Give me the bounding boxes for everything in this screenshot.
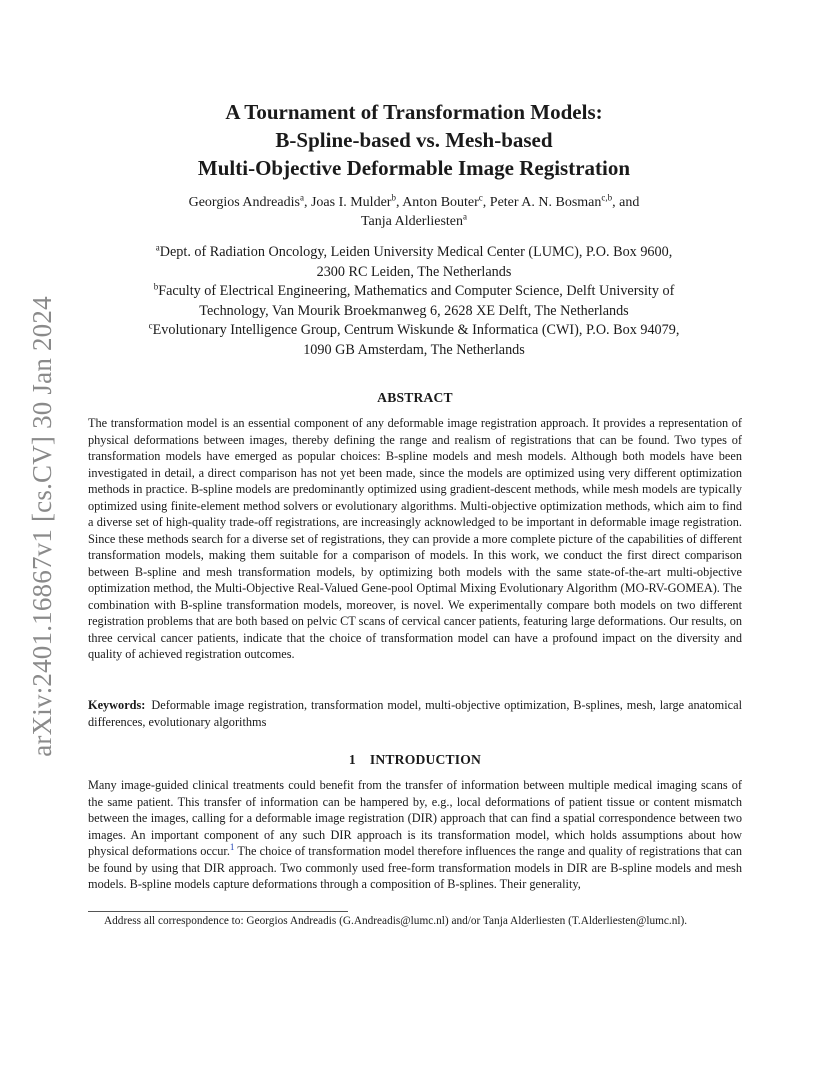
paper-title	[90, 98, 738, 182]
author-name: Tanja Alderliesten	[360, 214, 464, 229]
title-line-1: A Tournament of Transformation Models:	[225, 100, 603, 124]
affiliation-entry	[90, 321, 738, 360]
affiliation-mark: c	[148, 320, 153, 331]
section-title: INTRODUCTION	[369, 752, 482, 767]
arxiv-identifier-text: arXiv:2401.16867v1 [cs.CV] 30 Jan 2024	[26, 295, 57, 757]
affiliation-entry	[90, 282, 738, 321]
author-name: Georgios Andreadis	[188, 195, 300, 210]
affiliation-line: Faculty of Electrical Engineering, Mathematics and Computer Science, Delft University of	[158, 283, 675, 299]
affiliation-line: Technology, Van Mourik Broekmanweg 6, 2628 XE Delft, The Netherlands	[199, 302, 629, 319]
abstract-heading: ABSTRACT	[377, 390, 453, 405]
affiliation-mark: a	[155, 242, 160, 253]
author-conjunction: and	[619, 195, 640, 210]
author-name: Anton Bouter	[402, 195, 479, 210]
author-name: Joas I. Mulder	[310, 195, 392, 210]
citation-link[interactable]: 1	[229, 841, 235, 852]
author-affiliation-mark: a	[463, 211, 468, 222]
affiliation-mark: b	[153, 281, 159, 292]
introduction-text-part-2: The choice of transformation model therefore influences the range and quality of registrations that can be found by using that DIR approach. Two commonly used free-form transformation models in DIR are B-spline models and mesh models. B-spline models capture deformations through a composition of B-splines. Their generality,	[88, 844, 742, 891]
introduction-text-part-1: Many image-guided clinical treatments could benefit from the transfer of information between multiple medical imaging scans of the same patient. This transfer of information can be hampered by, e.g., local deformations of patient tissue or content mismatch between the images, calling for a deformable image registration (DIR) approach that can find a spatial correspondence between two images. An important component of any such DIR approach is its transformation model, which holds assumptions about how physical deformations occur.	[88, 778, 742, 858]
abstract-text: The transformation model is an essential component of any deformable image registration approach. It provides a representation of physical deformations between images, thereby defining the range and realism of registrations that can be found. Two types of transformation models have emerged as popular choices: B-spline models and mesh models. Although both models have been investigated in detail, a direct comparison has not yet been made, since the models are optimized using very different optimization methods in practice. B-spline models are predominantly optimized using gradient-descent methods, while mesh models are typically optimized using finite-element method solvers or evolutionary algorithms. Multi-objective optimization methods, which aim to find a diverse set of high-quality trade-off registrations, are increasingly acknowledged to be important in deformable image registration. Since these methods search for a diverse set of registrations, they can provide a more complete picture of the capabilities of different transformation models, making them suitable for a comparison of models. In this work, we conduct the first direct comparison between B-spline and mesh transformation models, by optimizing both models with the same state-of-the-art multi-objective optimization method, the Multi-Objective Real-Valued Gene-pool Optimal Mixing Evolutionary Algorithm (MO-RV-GOMEA). The combination with B-spline transformation models, moreover, is novel. We experimentally compare both models on two different registration problems that are both based on pelvic CT scans of cervical cancer patients, featuring large deformations. Our results, on three cervical cancer patients, indicate that the choice of transformation model can have a profound impact on the diversity and quality of achieved registration outcomes.	[88, 416, 742, 661]
affiliation-line: 1090 GB Amsterdam, The Netherlands	[303, 341, 525, 358]
title-line-3: Multi-Objective Deformable Image Registration	[197, 156, 631, 180]
affiliation-line: Dept. of Radiation Oncology, Leiden University Medical Center (LUMC), P.O. Box 9600,	[159, 244, 673, 260]
title-line-2: B-Spline-based vs. Mesh-based	[275, 128, 553, 152]
introduction-heading	[88, 752, 742, 768]
author-affiliation-mark: b	[391, 192, 396, 203]
author-list: Georgios Andreadis$^a$, Joas I. Mulder$^b$, Anton Bouter$^c$, Peter A. N. Bosman$^{c,b}$, and Tanja Alderliesten$^a$	[188, 192, 640, 229]
affiliation-list	[90, 243, 738, 360]
affiliation-entry	[90, 243, 738, 282]
keywords-text: Deformable image registration, transformation model, multi-objective optimization, B-splines, mesh, large anatomical differences, evolutionary algorithms	[88, 698, 742, 729]
author-affiliation-mark: c,b	[601, 192, 613, 203]
keywords-paragraph	[88, 697, 742, 730]
author-affiliation-mark: a	[299, 192, 304, 203]
arxiv-identifier-stamp	[22, 292, 62, 760]
keywords-label: Keywords:	[88, 698, 146, 712]
footnote-divider	[88, 911, 348, 912]
affiliation-line: 2300 RC Leiden, The Netherlands	[316, 263, 512, 280]
author-name: Peter A. N. Bosman	[489, 195, 602, 210]
affiliation-line: Evolutionary Intelligence Group, Centrum Wiskunde & Informatica (CWI), P.O. Box 94079,	[152, 322, 680, 338]
introduction-text	[88, 777, 742, 893]
author-affiliation-mark: c	[478, 192, 483, 203]
correspondence-footnote: Address all correspondence to: Georgios Andreadis (G.Andreadis@lumc.nl) and/or Tanja Alderliesten (T.Alderliesten@lumc.nl).	[104, 915, 688, 927]
section-number: 1	[348, 752, 356, 767]
